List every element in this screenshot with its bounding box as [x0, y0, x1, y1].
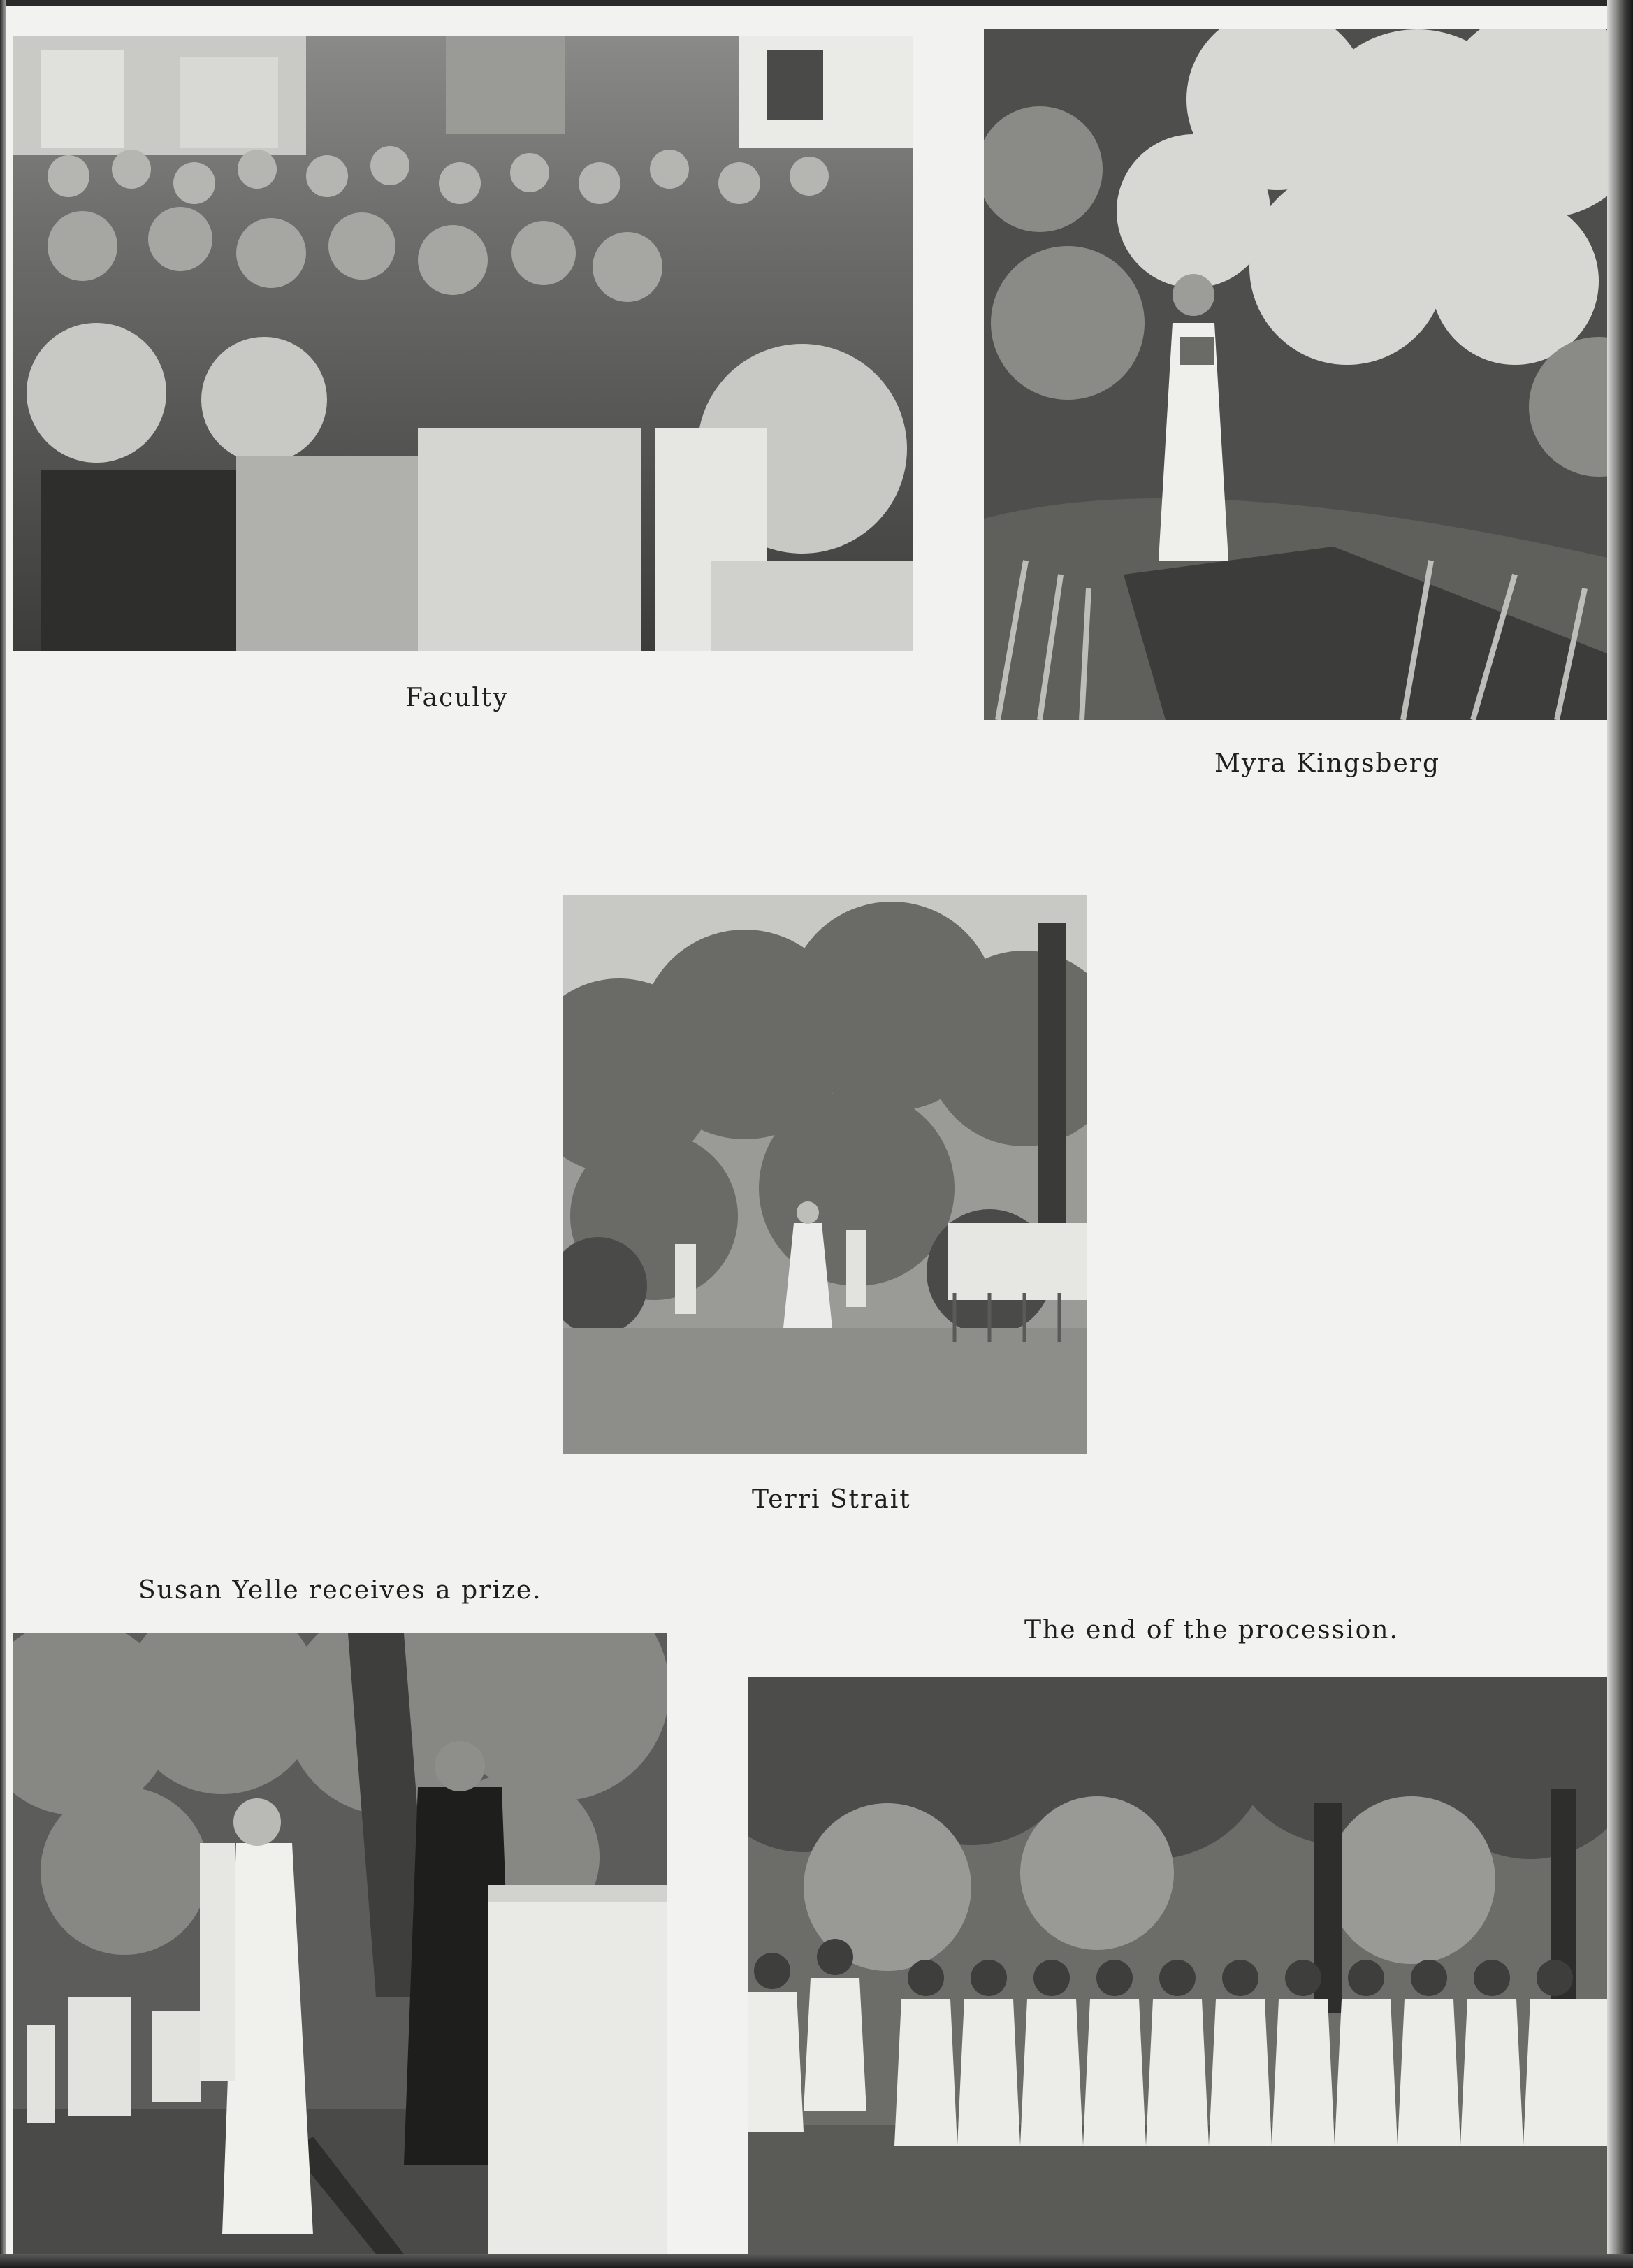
procession-photo-image [748, 1677, 1609, 2254]
terri-strait-photo [563, 895, 1087, 1454]
page-top-shadow [0, 0, 1616, 6]
susan-yelle-photo [13, 1633, 667, 2254]
faculty-photo-image [13, 36, 913, 651]
susan-yelle-caption: Susan Yelle receives a prize. [138, 1576, 542, 1605]
myra-kingsberg-caption: Myra Kingsberg [1214, 749, 1441, 778]
myra-kingsberg-photo-image [984, 29, 1620, 720]
page-bottom-edge-shadow [0, 2254, 1633, 2268]
terri-strait-caption: Terri Strait [752, 1485, 911, 1514]
susan-yelle-photo-image [13, 1633, 667, 2254]
faculty-photo [13, 36, 913, 651]
page-left-edge [0, 0, 6, 2268]
terri-strait-photo-image [563, 895, 1087, 1454]
faculty-caption: Faculty [405, 684, 509, 712]
page-right-edge-shadow [1607, 0, 1633, 2268]
procession-caption: The end of the procession. [1024, 1616, 1399, 1645]
procession-photo [748, 1677, 1609, 2254]
myra-kingsberg-photo [984, 29, 1620, 720]
